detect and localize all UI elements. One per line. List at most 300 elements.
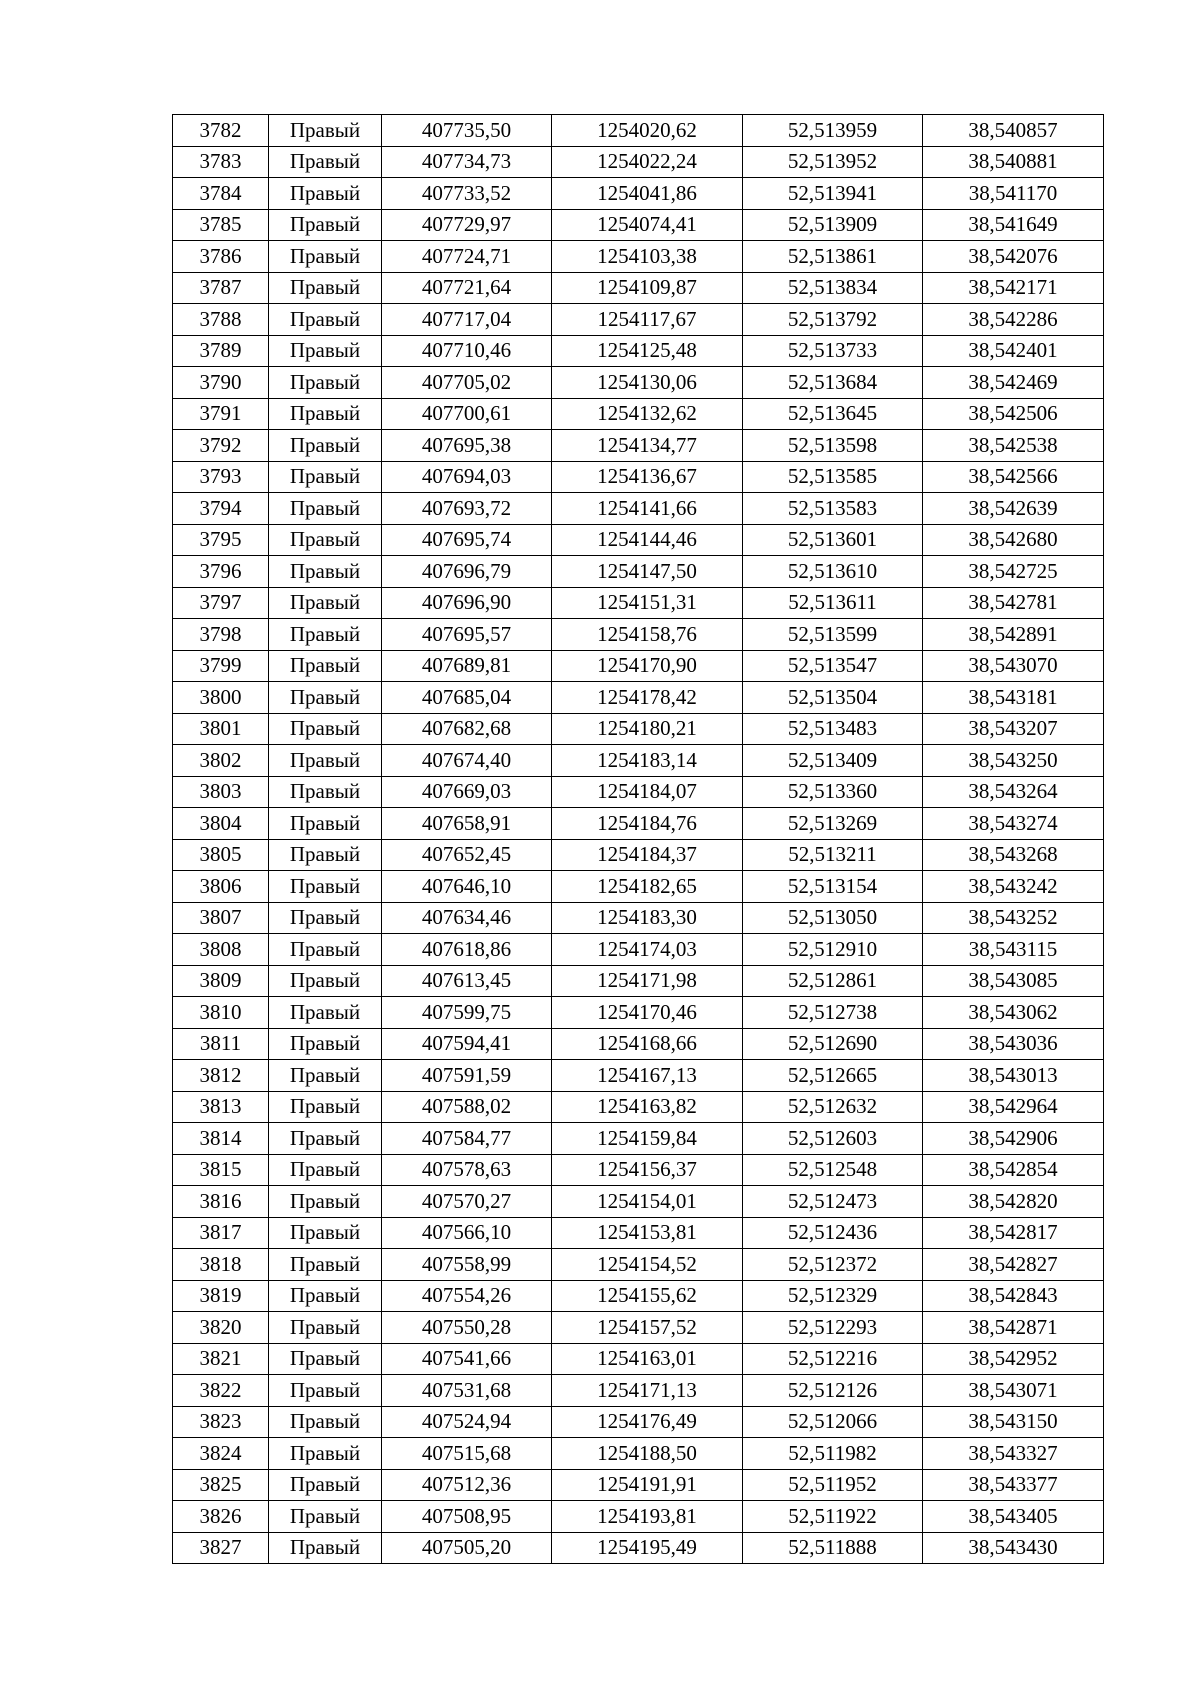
longitude-cell: 38,543327 <box>923 1438 1104 1470</box>
x-coordinate-cell: 407695,74 <box>382 524 552 556</box>
latitude-cell: 52,511888 <box>743 1532 923 1564</box>
y-coordinate-cell: 1254141,66 <box>552 493 743 525</box>
side-cell: Правый <box>269 1123 382 1155</box>
latitude-cell: 52,513598 <box>743 430 923 462</box>
longitude-cell: 38,542820 <box>923 1186 1104 1218</box>
x-coordinate-cell: 407689,81 <box>382 650 552 682</box>
table-row <box>173 1375 1104 1407</box>
point-number-cell: 3812 <box>173 1060 269 1092</box>
side-cell: Правый <box>269 1532 382 1564</box>
side-cell: Правый <box>269 682 382 714</box>
longitude-cell: 38,540857 <box>923 115 1104 147</box>
x-coordinate-cell: 407594,41 <box>382 1028 552 1060</box>
table-row <box>173 1406 1104 1438</box>
x-coordinate-cell: 407734,73 <box>382 146 552 178</box>
table-row <box>173 493 1104 525</box>
point-number-cell: 3789 <box>173 335 269 367</box>
point-number-cell: 3819 <box>173 1280 269 1312</box>
point-number-cell: 3813 <box>173 1091 269 1123</box>
point-number-cell: 3800 <box>173 682 269 714</box>
y-coordinate-cell: 1254174,03 <box>552 934 743 966</box>
x-coordinate-cell: 407550,28 <box>382 1312 552 1344</box>
point-number-cell: 3814 <box>173 1123 269 1155</box>
x-coordinate-cell: 407584,77 <box>382 1123 552 1155</box>
x-coordinate-cell: 407658,91 <box>382 808 552 840</box>
point-number-cell: 3822 <box>173 1375 269 1407</box>
point-number-cell: 3785 <box>173 209 269 241</box>
side-cell: Правый <box>269 1060 382 1092</box>
latitude-cell: 52,512910 <box>743 934 923 966</box>
latitude-cell: 52,513483 <box>743 713 923 745</box>
y-coordinate-cell: 1254153,81 <box>552 1217 743 1249</box>
point-number-cell: 3803 <box>173 776 269 808</box>
latitude-cell: 52,513269 <box>743 808 923 840</box>
longitude-cell: 38,542401 <box>923 335 1104 367</box>
point-number-cell: 3787 <box>173 272 269 304</box>
side-cell: Правый <box>269 493 382 525</box>
point-number-cell: 3820 <box>173 1312 269 1344</box>
side-cell: Правый <box>269 1091 382 1123</box>
y-coordinate-cell: 1254171,98 <box>552 965 743 997</box>
side-cell: Правый <box>269 587 382 619</box>
x-coordinate-cell: 407694,03 <box>382 461 552 493</box>
y-coordinate-cell: 1254125,48 <box>552 335 743 367</box>
point-number-cell: 3788 <box>173 304 269 336</box>
longitude-cell: 38,543264 <box>923 776 1104 808</box>
side-cell: Правый <box>269 1343 382 1375</box>
latitude-cell: 52,513684 <box>743 367 923 399</box>
latitude-cell: 52,512690 <box>743 1028 923 1060</box>
table-row <box>173 1060 1104 1092</box>
point-number-cell: 3784 <box>173 178 269 210</box>
longitude-cell: 38,543085 <box>923 965 1104 997</box>
longitude-cell: 38,542952 <box>923 1343 1104 1375</box>
y-coordinate-cell: 1254195,49 <box>552 1532 743 1564</box>
table-row <box>173 1217 1104 1249</box>
x-coordinate-cell: 407515,68 <box>382 1438 552 1470</box>
y-coordinate-cell: 1254183,14 <box>552 745 743 777</box>
y-coordinate-cell: 1254158,76 <box>552 619 743 651</box>
point-number-cell: 3790 <box>173 367 269 399</box>
longitude-cell: 38,542076 <box>923 241 1104 273</box>
latitude-cell: 52,513547 <box>743 650 923 682</box>
x-coordinate-cell: 407669,03 <box>382 776 552 808</box>
latitude-cell: 52,513360 <box>743 776 923 808</box>
longitude-cell: 38,542843 <box>923 1280 1104 1312</box>
side-cell: Правый <box>269 1217 382 1249</box>
point-number-cell: 3811 <box>173 1028 269 1060</box>
latitude-cell: 52,512473 <box>743 1186 923 1218</box>
table-row <box>173 1123 1104 1155</box>
side-cell: Правый <box>269 1312 382 1344</box>
longitude-cell: 38,542906 <box>923 1123 1104 1155</box>
side-cell: Правый <box>269 556 382 588</box>
table-row <box>173 776 1104 808</box>
longitude-cell: 38,542286 <box>923 304 1104 336</box>
y-coordinate-cell: 1254193,81 <box>552 1501 743 1533</box>
side-cell: Правый <box>269 335 382 367</box>
point-number-cell: 3821 <box>173 1343 269 1375</box>
table-row <box>173 556 1104 588</box>
point-number-cell: 3815 <box>173 1154 269 1186</box>
latitude-cell: 52,513645 <box>743 398 923 430</box>
x-coordinate-cell: 407652,45 <box>382 839 552 871</box>
table-row <box>173 1501 1104 1533</box>
side-cell: Правый <box>269 1154 382 1186</box>
latitude-cell: 52,512329 <box>743 1280 923 1312</box>
table-row <box>173 839 1104 871</box>
table-row <box>173 1280 1104 1312</box>
x-coordinate-cell: 407588,02 <box>382 1091 552 1123</box>
latitude-cell: 52,512293 <box>743 1312 923 1344</box>
table-row <box>173 398 1104 430</box>
table-row <box>173 934 1104 966</box>
y-coordinate-cell: 1254132,62 <box>552 398 743 430</box>
x-coordinate-cell: 407541,66 <box>382 1343 552 1375</box>
x-coordinate-cell: 407695,57 <box>382 619 552 651</box>
longitude-cell: 38,542469 <box>923 367 1104 399</box>
longitude-cell: 38,542566 <box>923 461 1104 493</box>
coordinates-table <box>172 114 1104 1564</box>
x-coordinate-cell: 407695,38 <box>382 430 552 462</box>
side-cell: Правый <box>269 997 382 1029</box>
longitude-cell: 38,542817 <box>923 1217 1104 1249</box>
side-cell: Правый <box>269 1186 382 1218</box>
longitude-cell: 38,543268 <box>923 839 1104 871</box>
x-coordinate-cell: 407578,63 <box>382 1154 552 1186</box>
latitude-cell: 52,513733 <box>743 335 923 367</box>
y-coordinate-cell: 1254168,66 <box>552 1028 743 1060</box>
table-row <box>173 367 1104 399</box>
table-row <box>173 965 1104 997</box>
table-row <box>173 430 1104 462</box>
table-row <box>173 1438 1104 1470</box>
latitude-cell: 52,512738 <box>743 997 923 1029</box>
table-row <box>173 587 1104 619</box>
y-coordinate-cell: 1254154,52 <box>552 1249 743 1281</box>
latitude-cell: 52,512216 <box>743 1343 923 1375</box>
x-coordinate-cell: 407646,10 <box>382 871 552 903</box>
y-coordinate-cell: 1254163,01 <box>552 1343 743 1375</box>
table-row <box>173 209 1104 241</box>
table-row <box>173 808 1104 840</box>
longitude-cell: 38,543430 <box>923 1532 1104 1564</box>
table-body <box>173 115 1104 1564</box>
x-coordinate-cell: 407717,04 <box>382 304 552 336</box>
side-cell: Правый <box>269 1249 382 1281</box>
table-row <box>173 713 1104 745</box>
x-coordinate-cell: 407512,36 <box>382 1469 552 1501</box>
table-row <box>173 146 1104 178</box>
point-number-cell: 3792 <box>173 430 269 462</box>
y-coordinate-cell: 1254130,06 <box>552 367 743 399</box>
x-coordinate-cell: 407508,95 <box>382 1501 552 1533</box>
y-coordinate-cell: 1254103,38 <box>552 241 743 273</box>
point-number-cell: 3816 <box>173 1186 269 1218</box>
table-row <box>173 1469 1104 1501</box>
side-cell: Правый <box>269 650 382 682</box>
point-number-cell: 3825 <box>173 1469 269 1501</box>
latitude-cell: 52,511982 <box>743 1438 923 1470</box>
table-row <box>173 335 1104 367</box>
y-coordinate-cell: 1254184,76 <box>552 808 743 840</box>
side-cell: Правый <box>269 902 382 934</box>
latitude-cell: 52,513909 <box>743 209 923 241</box>
side-cell: Правый <box>269 745 382 777</box>
y-coordinate-cell: 1254178,42 <box>552 682 743 714</box>
point-number-cell: 3808 <box>173 934 269 966</box>
y-coordinate-cell: 1254170,90 <box>552 650 743 682</box>
y-coordinate-cell: 1254156,37 <box>552 1154 743 1186</box>
y-coordinate-cell: 1254022,24 <box>552 146 743 178</box>
longitude-cell: 38,541649 <box>923 209 1104 241</box>
x-coordinate-cell: 407558,99 <box>382 1249 552 1281</box>
side-cell: Правый <box>269 1406 382 1438</box>
x-coordinate-cell: 407733,52 <box>382 178 552 210</box>
side-cell: Правый <box>269 178 382 210</box>
latitude-cell: 52,512665 <box>743 1060 923 1092</box>
x-coordinate-cell: 407599,75 <box>382 997 552 1029</box>
x-coordinate-cell: 407710,46 <box>382 335 552 367</box>
table-row <box>173 241 1104 273</box>
longitude-cell: 38,542171 <box>923 272 1104 304</box>
x-coordinate-cell: 407634,46 <box>382 902 552 934</box>
longitude-cell: 38,542639 <box>923 493 1104 525</box>
x-coordinate-cell: 407570,27 <box>382 1186 552 1218</box>
latitude-cell: 52,512603 <box>743 1123 923 1155</box>
side-cell: Правый <box>269 619 382 651</box>
table-row <box>173 745 1104 777</box>
x-coordinate-cell: 407724,71 <box>382 241 552 273</box>
y-coordinate-cell: 1254159,84 <box>552 1123 743 1155</box>
latitude-cell: 52,513834 <box>743 272 923 304</box>
point-number-cell: 3795 <box>173 524 269 556</box>
longitude-cell: 38,543036 <box>923 1028 1104 1060</box>
side-cell: Правый <box>269 398 382 430</box>
point-number-cell: 3799 <box>173 650 269 682</box>
table-row <box>173 902 1104 934</box>
longitude-cell: 38,542891 <box>923 619 1104 651</box>
latitude-cell: 52,513959 <box>743 115 923 147</box>
point-number-cell: 3805 <box>173 839 269 871</box>
latitude-cell: 52,513504 <box>743 682 923 714</box>
side-cell: Правый <box>269 272 382 304</box>
x-coordinate-cell: 407693,72 <box>382 493 552 525</box>
x-coordinate-cell: 407618,86 <box>382 934 552 966</box>
side-cell: Правый <box>269 713 382 745</box>
point-number-cell: 3818 <box>173 1249 269 1281</box>
table-row <box>173 997 1104 1029</box>
side-cell: Правый <box>269 1375 382 1407</box>
latitude-cell: 52,513583 <box>743 493 923 525</box>
latitude-cell: 52,512548 <box>743 1154 923 1186</box>
point-number-cell: 3804 <box>173 808 269 840</box>
y-coordinate-cell: 1254184,07 <box>552 776 743 808</box>
x-coordinate-cell: 407566,10 <box>382 1217 552 1249</box>
latitude-cell: 52,513941 <box>743 178 923 210</box>
latitude-cell: 52,512436 <box>743 1217 923 1249</box>
side-cell: Правый <box>269 304 382 336</box>
side-cell: Правый <box>269 1469 382 1501</box>
side-cell: Правый <box>269 871 382 903</box>
longitude-cell: 38,542854 <box>923 1154 1104 1186</box>
y-coordinate-cell: 1254191,91 <box>552 1469 743 1501</box>
y-coordinate-cell: 1254020,62 <box>552 115 743 147</box>
y-coordinate-cell: 1254041,86 <box>552 178 743 210</box>
x-coordinate-cell: 407729,97 <box>382 209 552 241</box>
side-cell: Правый <box>269 524 382 556</box>
y-coordinate-cell: 1254184,37 <box>552 839 743 871</box>
table-row <box>173 178 1104 210</box>
y-coordinate-cell: 1254155,62 <box>552 1280 743 1312</box>
latitude-cell: 52,512372 <box>743 1249 923 1281</box>
longitude-cell: 38,543377 <box>923 1469 1104 1501</box>
longitude-cell: 38,543070 <box>923 650 1104 682</box>
side-cell: Правый <box>269 115 382 147</box>
x-coordinate-cell: 407591,59 <box>382 1060 552 1092</box>
latitude-cell: 52,513952 <box>743 146 923 178</box>
longitude-cell: 38,543250 <box>923 745 1104 777</box>
y-coordinate-cell: 1254188,50 <box>552 1438 743 1470</box>
y-coordinate-cell: 1254170,46 <box>552 997 743 1029</box>
longitude-cell: 38,542827 <box>923 1249 1104 1281</box>
x-coordinate-cell: 407721,64 <box>382 272 552 304</box>
point-number-cell: 3810 <box>173 997 269 1029</box>
point-number-cell: 3782 <box>173 115 269 147</box>
y-coordinate-cell: 1254109,87 <box>552 272 743 304</box>
x-coordinate-cell: 407554,26 <box>382 1280 552 1312</box>
longitude-cell: 38,540881 <box>923 146 1104 178</box>
x-coordinate-cell: 407682,68 <box>382 713 552 745</box>
longitude-cell: 38,543181 <box>923 682 1104 714</box>
x-coordinate-cell: 407505,20 <box>382 1532 552 1564</box>
point-number-cell: 3806 <box>173 871 269 903</box>
table-row <box>173 871 1104 903</box>
latitude-cell: 52,511922 <box>743 1501 923 1533</box>
x-coordinate-cell: 407524,94 <box>382 1406 552 1438</box>
x-coordinate-cell: 407696,79 <box>382 556 552 588</box>
point-number-cell: 3824 <box>173 1438 269 1470</box>
point-number-cell: 3823 <box>173 1406 269 1438</box>
side-cell: Правый <box>269 430 382 462</box>
latitude-cell: 52,512066 <box>743 1406 923 1438</box>
x-coordinate-cell: 407705,02 <box>382 367 552 399</box>
longitude-cell: 38,543242 <box>923 871 1104 903</box>
table-row <box>173 1249 1104 1281</box>
table-row <box>173 272 1104 304</box>
side-cell: Правый <box>269 241 382 273</box>
point-number-cell: 3791 <box>173 398 269 430</box>
longitude-cell: 38,541170 <box>923 178 1104 210</box>
x-coordinate-cell: 407685,04 <box>382 682 552 714</box>
latitude-cell: 52,512632 <box>743 1091 923 1123</box>
table-row <box>173 1186 1104 1218</box>
side-cell: Правый <box>269 965 382 997</box>
point-number-cell: 3794 <box>173 493 269 525</box>
longitude-cell: 38,543150 <box>923 1406 1104 1438</box>
latitude-cell: 52,513861 <box>743 241 923 273</box>
y-coordinate-cell: 1254167,13 <box>552 1060 743 1092</box>
point-number-cell: 3801 <box>173 713 269 745</box>
side-cell: Правый <box>269 776 382 808</box>
y-coordinate-cell: 1254163,82 <box>552 1091 743 1123</box>
longitude-cell: 38,542725 <box>923 556 1104 588</box>
longitude-cell: 38,542506 <box>923 398 1104 430</box>
side-cell: Правый <box>269 146 382 178</box>
latitude-cell: 52,513599 <box>743 619 923 651</box>
x-coordinate-cell: 407696,90 <box>382 587 552 619</box>
latitude-cell: 52,512861 <box>743 965 923 997</box>
table-row <box>173 1028 1104 1060</box>
longitude-cell: 38,542680 <box>923 524 1104 556</box>
y-coordinate-cell: 1254183,30 <box>552 902 743 934</box>
table-row <box>173 1091 1104 1123</box>
latitude-cell: 52,513050 <box>743 902 923 934</box>
latitude-cell: 52,512126 <box>743 1375 923 1407</box>
side-cell: Правый <box>269 461 382 493</box>
side-cell: Правый <box>269 934 382 966</box>
point-number-cell: 3826 <box>173 1501 269 1533</box>
side-cell: Правый <box>269 209 382 241</box>
side-cell: Правый <box>269 1028 382 1060</box>
longitude-cell: 38,542781 <box>923 587 1104 619</box>
y-coordinate-cell: 1254151,31 <box>552 587 743 619</box>
latitude-cell: 52,513792 <box>743 304 923 336</box>
table-row <box>173 461 1104 493</box>
point-number-cell: 3827 <box>173 1532 269 1564</box>
y-coordinate-cell: 1254134,77 <box>552 430 743 462</box>
x-coordinate-cell: 407531,68 <box>382 1375 552 1407</box>
longitude-cell: 38,543071 <box>923 1375 1104 1407</box>
table-row <box>173 524 1104 556</box>
point-number-cell: 3786 <box>173 241 269 273</box>
latitude-cell: 52,513154 <box>743 871 923 903</box>
side-cell: Правый <box>269 1438 382 1470</box>
side-cell: Правый <box>269 839 382 871</box>
y-coordinate-cell: 1254154,01 <box>552 1186 743 1218</box>
longitude-cell: 38,542871 <box>923 1312 1104 1344</box>
latitude-cell: 52,513409 <box>743 745 923 777</box>
point-number-cell: 3797 <box>173 587 269 619</box>
longitude-cell: 38,543115 <box>923 934 1104 966</box>
latitude-cell: 52,511952 <box>743 1469 923 1501</box>
table-row <box>173 1312 1104 1344</box>
table-row <box>173 304 1104 336</box>
longitude-cell: 38,543013 <box>923 1060 1104 1092</box>
latitude-cell: 52,513611 <box>743 587 923 619</box>
latitude-cell: 52,513601 <box>743 524 923 556</box>
x-coordinate-cell: 407735,50 <box>382 115 552 147</box>
longitude-cell: 38,543252 <box>923 902 1104 934</box>
side-cell: Правый <box>269 1501 382 1533</box>
x-coordinate-cell: 407700,61 <box>382 398 552 430</box>
side-cell: Правый <box>269 1280 382 1312</box>
x-coordinate-cell: 407613,45 <box>382 965 552 997</box>
table-row <box>173 115 1104 147</box>
point-number-cell: 3802 <box>173 745 269 777</box>
point-number-cell: 3807 <box>173 902 269 934</box>
table-row <box>173 682 1104 714</box>
longitude-cell: 38,542964 <box>923 1091 1104 1123</box>
y-coordinate-cell: 1254144,46 <box>552 524 743 556</box>
y-coordinate-cell: 1254074,41 <box>552 209 743 241</box>
x-coordinate-cell: 407674,40 <box>382 745 552 777</box>
table-row <box>173 1154 1104 1186</box>
point-number-cell: 3793 <box>173 461 269 493</box>
table-row <box>173 650 1104 682</box>
table-row <box>173 619 1104 651</box>
y-coordinate-cell: 1254147,50 <box>552 556 743 588</box>
